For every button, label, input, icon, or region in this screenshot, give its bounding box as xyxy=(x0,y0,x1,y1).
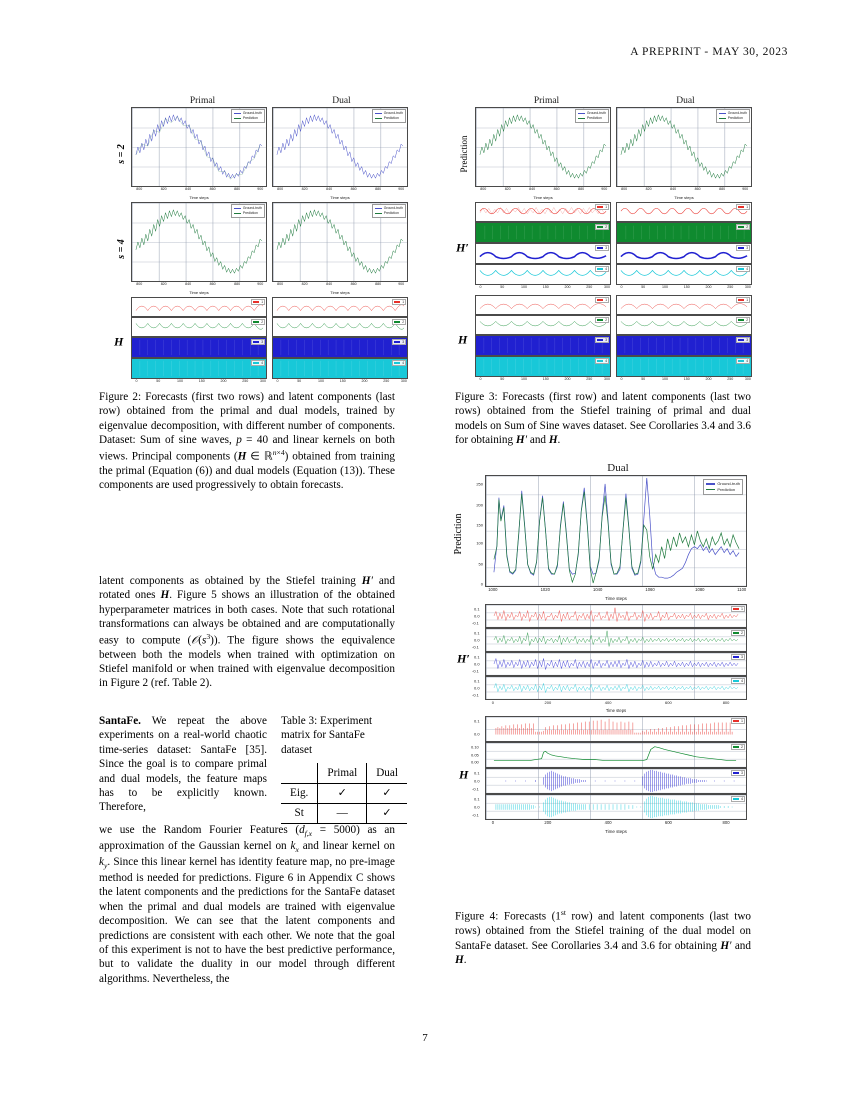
figure-2-primal-comp-1-legend: 1 xyxy=(251,299,265,305)
figure-4-ytick-100: 100 xyxy=(476,540,483,546)
figure-3-primal-hp-xticks: 0 50 100 150 200 250 300 xyxy=(479,285,610,289)
figure-4-hp-3-ytick-pos: 0.1 xyxy=(474,654,480,660)
figure-4-hp-4-ytick-neg: -0.1 xyxy=(472,692,479,698)
figure-4-hp-xticks: 0 200 400 600 800 xyxy=(491,700,730,705)
figure-4-hp-3-ytick-zero: 0.0 xyxy=(474,661,480,667)
figure-3-dual-hp-3 xyxy=(616,243,752,264)
figure-4 xyxy=(455,462,751,834)
figure-3-dual-hp-xticks: 0 50 100 150 200 250 300 xyxy=(620,285,751,289)
figure-2-title-dual: Dual xyxy=(332,96,351,106)
figure-3-primal-h-1 xyxy=(475,295,611,315)
table-3-st-dual: ✓ xyxy=(367,803,407,823)
figure-4-hp-2-ytick-neg: -0.1 xyxy=(472,644,479,650)
figure-4-main-plot xyxy=(485,475,747,587)
table-3-st-primal: — xyxy=(318,803,367,823)
figure-2-dual-comp-xticks: 0 50 100 150 200 250 300 xyxy=(276,379,407,383)
figure-3-primal-hp-3 xyxy=(475,243,611,264)
figure-4-ytick-50: 50 xyxy=(478,561,483,566)
figure-2-primal-s2-plot xyxy=(131,107,267,187)
figure-3-primal-h-1-legend: 1 xyxy=(595,297,609,303)
figure-2-primal-comp-4 xyxy=(131,358,267,379)
figure-3-dual-H xyxy=(616,295,752,385)
figure-4-h-4 xyxy=(472,794,747,820)
figure-3-primal-H xyxy=(475,295,611,385)
figure-4-h-1-ytick-zero: 0.0 xyxy=(474,731,480,737)
figure-4-h-4-ytick-zero: 0.0 xyxy=(474,804,480,810)
figure-2-dual-s2-plot xyxy=(272,107,408,187)
figure-4-title: Dual xyxy=(607,462,629,474)
figure-3-title-dual: Dual xyxy=(676,96,695,106)
figure-4-hp-1-legend: 1 xyxy=(731,606,745,612)
figure-2-dual-s2-xticks: 800 820 840 860 880 900 xyxy=(277,187,405,191)
figure-3-dual-h-4-legend: 4 xyxy=(736,358,750,364)
figure-3-dual-xticks: 800 820 840 860 880 900 xyxy=(621,187,749,191)
page-number: 7 xyxy=(422,1032,428,1044)
figure-2-dual-comp-2-legend: 2 xyxy=(392,319,406,325)
santafe-narrow-text: We repeat the above experiments on a real-world chaotic time-series dataset: SantaFe [35]. Since the goal is to compare primal and dual models, the feature maps has to be explicitly known. Therefore, xyxy=(99,715,267,814)
figure-4-h-3-ytick-pos: 0.1 xyxy=(474,770,480,776)
figure-2-dual-components xyxy=(272,297,408,387)
page-header: A PREPRINT - MAY 30, 2023 xyxy=(630,46,788,58)
santafe-heading: SantaFe. xyxy=(99,715,141,727)
figure-4-ytick-150: 150 xyxy=(476,522,483,528)
figure-2-primal-comp-1 xyxy=(131,297,267,317)
figure-2-primal-s4-legend: Ground-truth Prediction xyxy=(231,204,265,218)
figure-4-hp-4 xyxy=(472,676,747,700)
table-3-col-dual: Dual xyxy=(367,763,407,783)
figure-4-hp-1-ytick-neg: -0.1 xyxy=(472,620,479,626)
figure-2-primal-s4-xlabel: Time steps xyxy=(189,290,209,295)
figure-4-h-2-legend: 2 xyxy=(731,744,745,750)
table-3-row-label-eig: Eig. xyxy=(281,783,318,803)
legend-prediction: Prediction xyxy=(717,486,736,492)
figure-3-primal-h-2-legend: 2 xyxy=(595,317,609,323)
figure-3-dual-hp-1-legend: 1 xyxy=(736,204,750,210)
table-3-eig-primal: ✓ xyxy=(318,783,367,803)
figure-3-dual-hp-1 xyxy=(616,202,752,222)
figure-4-hp-3-legend: 3 xyxy=(731,654,745,660)
figure-3-dual-h-2 xyxy=(616,315,752,335)
figure-2-dual-comp-3-legend: 3 xyxy=(392,339,406,345)
figure-4-hp-1 xyxy=(472,604,747,628)
body-paragraph-latent-components: latent components as obtained by the Stiefel training H′ and rotated ones H. Figure 5 shows an illustration of the obtained hyperparameter matrices in both cases. Note that such rotational transformations can always be obtained and are computationally easy to compute $(𝒪(s^3))$. The figure shows the equivalence between both the models when trained with optimization on Stiefel manifold or when trained with eigenvalue decomposition in Figure 2 (ref. Table 2). xyxy=(99,575,395,690)
figure-3-dual-hp-4 xyxy=(616,264,752,285)
figure-3-ylabel: Prediction xyxy=(459,135,469,172)
figure-4-hp-4-legend: 4 xyxy=(731,678,745,684)
figure-4-hp-4-ytick-zero: 0.0 xyxy=(474,685,480,691)
figure-4-hp-3-ytick-neg: -0.1 xyxy=(472,668,479,674)
figure-4-h-4-ytick-pos: 0.1 xyxy=(474,796,480,802)
figure-2-primal-s4-plot xyxy=(131,202,267,282)
figure-4-hp-2 xyxy=(472,628,747,652)
body-paragraph-santafe-rest: we use the Random Fourier Features $(d_{f,x} = 5000)$ as an approximation of the Gaussian kernel on $k_x$ and linear kernel on $k_y$. Since this linear kernel has identity feature map, no pre-image method is needed for predictions. Figure 6 in Appendix C shows the latent components and the predictions for the SantaFe dataset when the primal and dual models are trained with eigenvalue decomposition. We can see that the latent components and predictions are consistent with each other. We note that the goal of this experiment is not to have the best predictive performance, but to validate the duality in our model through different algorithms. Nevertheless, the xyxy=(99,824,395,985)
figure-2-primal-s2-xlabel: Time steps xyxy=(189,195,209,200)
figure-4-hp-4-ytick-pos: 0.1 xyxy=(474,678,480,684)
figure-4-ytick-0: 0 xyxy=(480,581,483,587)
figure-3-dual-xlabel: Time steps xyxy=(674,195,694,200)
figure-3-primal-forecast-plot xyxy=(475,107,611,187)
figure-2-primal-comp-2-legend: 2 xyxy=(251,319,265,325)
figure-2-dual-comp-2 xyxy=(272,317,408,337)
figure-4-row-label-H: H xyxy=(459,767,469,782)
figure-2-primal-comp-3-legend: 3 xyxy=(251,339,265,345)
figure-2-primal-s2-xticks: 800 820 840 860 880 900 xyxy=(136,187,264,191)
figure-2 xyxy=(108,96,408,387)
figure-4-hp-1-ytick-pos: 0.1 xyxy=(474,606,480,612)
figure-4-h-3-legend: 3 xyxy=(731,770,745,776)
figure-3-dual-h-1-legend: 1 xyxy=(736,297,750,303)
figure-3-primal-hp-3-legend: 3 xyxy=(595,245,609,251)
figure-4-h-1 xyxy=(474,716,747,742)
figure-4-row-label-Hprime: H′ xyxy=(457,651,470,665)
figure-4-h-3 xyxy=(472,768,747,794)
figure-3-caption: Figure 3: Forecasts (first row) and latent components (last two rows) obtained from the Stiefel training of primal and dual models on Sum of Sine waves dataset. See Corollaries 3.4 and 3.6 for obtaining H′ and H. xyxy=(455,391,751,447)
figure-3-primal-h-4-legend: 4 xyxy=(595,358,609,364)
legend-ground-truth: Ground-truth xyxy=(717,481,740,486)
figure-3-primal-hp-2-legend: 2 xyxy=(595,224,609,230)
figure-4-ytick-250: 250 xyxy=(476,481,483,487)
table-3-row-label-st: St xyxy=(281,803,318,823)
figure-3-dual-hp-2-legend: 2 xyxy=(736,224,750,230)
figure-2-row-label-s2: s = 2 xyxy=(116,143,127,164)
figure-3-primal-hp-1 xyxy=(475,202,611,222)
figure-3-dual-hp-3-legend: 3 xyxy=(736,245,750,251)
figure-2-dual-s2-xlabel: Time steps xyxy=(330,195,350,200)
figure-4-ylabel: Prediction xyxy=(453,513,464,555)
table-3 xyxy=(281,714,398,824)
figure-3-title-primal: Primal xyxy=(533,96,560,106)
table-row xyxy=(281,803,407,823)
figure-4-Hprime-panels xyxy=(472,604,747,713)
figure-4-H-panels xyxy=(471,716,747,834)
figure-3-dual-h-3-legend: 3 xyxy=(736,337,750,343)
figure-3-primal-hp-4 xyxy=(475,264,611,285)
figure-3-primal-h-xticks: 0 50 100 150 200 250 300 xyxy=(479,377,610,381)
figure-3-primal-hp-4-legend: 4 xyxy=(595,266,609,272)
figure-3-dual-hp-4-legend: 4 xyxy=(736,266,750,272)
figure-2-primal-comp-3 xyxy=(131,337,267,358)
figure-3-dual-h-1 xyxy=(616,295,752,315)
figure-3-dual-forecast-plot xyxy=(616,107,752,187)
figure-4-hp-2-legend: 2 xyxy=(731,630,745,636)
table-3-col-blank xyxy=(281,763,318,783)
figure-3-primal-h-3-legend: 3 xyxy=(595,337,609,343)
table-row-header xyxy=(281,763,407,783)
figure-3-dual-h-2-legend: 2 xyxy=(736,317,750,323)
figure-4-hp-3 xyxy=(472,652,747,676)
figure-2-dual-s4-xticks: 800 820 840 860 880 900 xyxy=(277,282,405,286)
figure-2-dual-comp-3 xyxy=(272,337,408,358)
figure-4-hp-2-ytick-zero: 0.0 xyxy=(474,637,480,643)
figure-3-primal-hp-1-legend: 1 xyxy=(595,204,609,210)
figure-2-primal-s2-legend xyxy=(231,109,265,123)
figure-2-dual-s4-legend: Ground-truth Prediction xyxy=(372,204,406,218)
figure-3-dual-legend: Ground-truth Prediction xyxy=(716,109,750,123)
figure-4-h-1-legend: 1 xyxy=(731,718,745,724)
figure-2-primal-comp-2 xyxy=(131,317,267,337)
legend-ground-truth: Ground-truth xyxy=(242,111,263,115)
figure-2-dual-s2-legend: Ground-truth Prediction xyxy=(372,109,406,123)
figure-4-ytick-200: 200 xyxy=(476,502,483,507)
table-3-caption: Table 3: Experiment matrix for SantaFe dataset xyxy=(281,715,373,756)
figure-3 xyxy=(452,96,752,385)
figure-4-hp-2-ytick-pos: 0.1 xyxy=(474,630,480,636)
figure-3-row-label-Hprime: H′ xyxy=(456,240,469,254)
figure-2-dual-comp-4 xyxy=(272,358,408,379)
figure-2-title-primal: Primal xyxy=(189,96,216,106)
figure-4-main-xticks: 1000 1020 1040 1060 1080 1100 xyxy=(488,587,747,592)
figure-3-dual-h-4 xyxy=(616,356,752,377)
figure-4-h-4-legend: 4 xyxy=(731,796,745,802)
figure-3-primal-xlabel: Time steps xyxy=(533,195,553,200)
figure-4-h-2-ytick-000: 0.00 xyxy=(471,759,479,765)
figure-2-dual-s4-plot xyxy=(272,202,408,282)
figure-3-dual-Hprime xyxy=(616,202,752,293)
table-row xyxy=(281,783,407,803)
figure-4-h-xticks: 0 200 400 600 800 xyxy=(491,820,730,825)
table-3-col-primal: Primal xyxy=(318,763,367,783)
figure-3-dual-h-3 xyxy=(616,335,752,356)
figure-2-dual-comp-1-legend: 1 xyxy=(392,299,406,305)
body-paragraph-santafe-narrow xyxy=(99,714,267,815)
table-3-grid xyxy=(281,763,407,824)
figure-4-hp-1-ytick-zero: 0.0 xyxy=(474,613,480,619)
figure-3-primal-xticks: 800 820 840 860 880 900 xyxy=(480,187,608,191)
figure-2-primal-components xyxy=(131,297,267,387)
figure-4-main-legend xyxy=(703,479,743,495)
figure-3-primal-hp-2 xyxy=(475,222,611,243)
figure-2-caption: Figure 2: Forecasts (first two rows) and latent components (last row) obtained from the primal and dual models, trained by eigenvalue decomposition, with different number of components. Dataset: Sum of sine waves, p = 40 and linear kernels on both views. Principal components (H ∈ ℝ$^{n\times 4}$) obtained from training the primal (Equation (6)) and dual models (Equation (13)). These components are used progressively to obtain forecasts. xyxy=(99,391,396,492)
table-3-eig-dual: ✓ xyxy=(367,783,407,803)
figure-4-h-4-ytick-neg: -0.1 xyxy=(472,812,479,818)
figure-2-row-label-s4: s = 4 xyxy=(116,238,127,259)
figure-2-primal-comp-xticks: 0 50 100 150 200 250 300 xyxy=(135,379,266,383)
figure-2-primal-comp-4-legend: 4 xyxy=(251,360,265,366)
figure-2-primal-s4-xticks: 800 820 840 860 880 900 xyxy=(136,282,264,286)
figure-4-h-3-ytick-zero: 0.0 xyxy=(474,778,480,784)
figure-2-dual-s4-xlabel: Time steps xyxy=(330,290,350,295)
figure-4-hp-xlabel: Time steps xyxy=(605,708,627,713)
figure-3-row-label-H: H xyxy=(458,332,468,347)
figure-3-dual-h-xticks: 0 50 100 150 200 250 300 xyxy=(620,377,751,381)
figure-2-row-label-H: H xyxy=(114,334,124,349)
figure-3-primal-h-2 xyxy=(475,315,611,335)
figure-4-h-3-ytick-neg: -0.1 xyxy=(472,786,479,792)
figure-4-main-xlabel: Time steps xyxy=(605,596,627,601)
figure-3-primal-legend: Ground-truth Prediction xyxy=(575,109,609,123)
legend-prediction: Prediction xyxy=(242,115,258,120)
figure-4-h-2-ytick-005: 0.05 xyxy=(471,752,479,758)
figure-4-h-2-ytick-010: 0.10 xyxy=(471,744,479,750)
figure-3-primal-h-3 xyxy=(475,335,611,356)
figure-2-dual-comp-4-legend: 4 xyxy=(392,360,406,366)
figure-3-primal-Hprime xyxy=(475,202,611,293)
figure-2-dual-comp-1 xyxy=(272,297,408,317)
figure-4-h-2 xyxy=(471,742,747,768)
figure-4-caption: Figure 4: Forecasts (1st row) and latent components (last two rows) obtained from the Stiefel training of the dual model on SantaFe dataset. See Corollaries 3.4 and 3.6 for obtaining H′ and H. xyxy=(455,908,752,966)
figure-3-dual-hp-2 xyxy=(616,222,752,243)
figure-4-h-xlabel: Time steps xyxy=(605,829,627,834)
figure-3-primal-h-4 xyxy=(475,356,611,377)
figure-4-h-1-ytick-pos: 0.1 xyxy=(474,718,480,724)
